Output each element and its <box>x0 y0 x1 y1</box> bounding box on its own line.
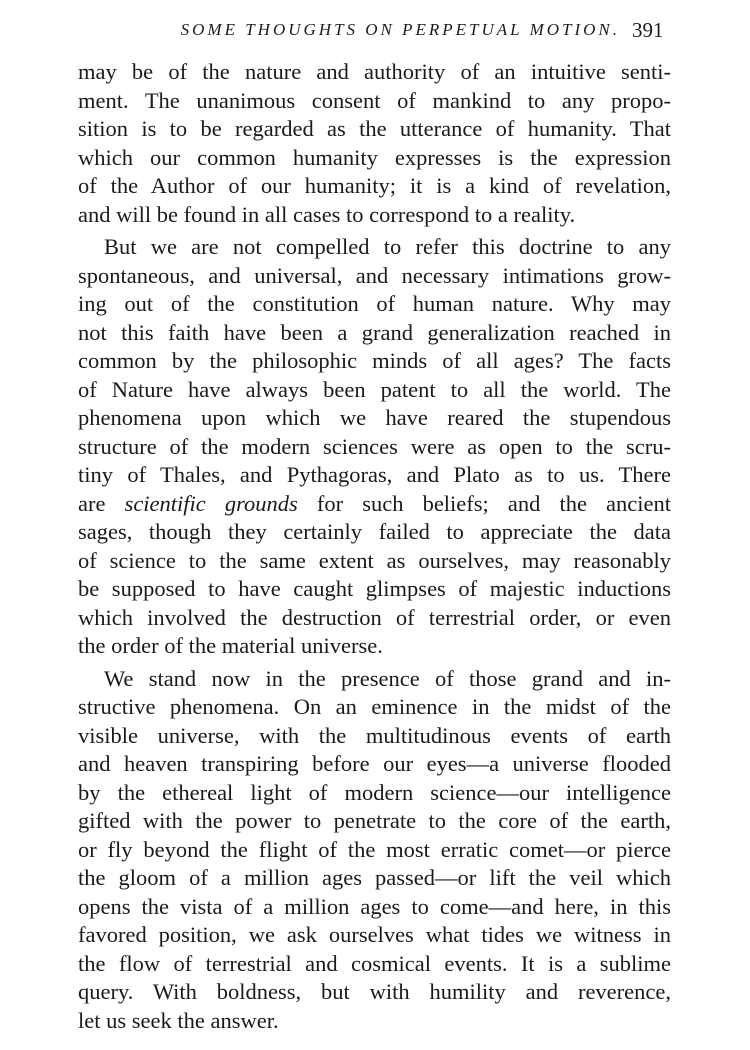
text-line: be supposed to have caught glimpses of majestic inductions <box>78 576 671 601</box>
text-line: sition is to be regarded as the utterance of humanity. That <box>78 116 671 141</box>
text-line: which involved the destruction of terrestrial order, or even <box>78 604 671 630</box>
text-line: of science to the same extent as ourselves, may reasonably <box>78 547 671 573</box>
text-line: the gloom of a million ages passed—or lift the veil which <box>78 865 671 890</box>
text-line: which our common humanity expresses is the expression <box>78 144 671 170</box>
text-line: gifted with the power to penetrate to the core of the earth, <box>78 808 671 833</box>
text-line: tiny of Thales, and Pythagoras, and Plato as to us. There <box>78 462 671 487</box>
emphasized-text: scientific grounds <box>124 490 298 516</box>
text-line: or fly beyond the flight of the most erratic comet—or pierce <box>78 836 671 862</box>
text-line: ing out of the constitution of human nature. Why may <box>78 291 671 316</box>
text-line: and will be found in all cases to correspond to a reality. <box>78 201 576 227</box>
text-line: visible universe, with the multitudinous events of earth <box>78 722 671 748</box>
paragraph-1 <box>78 58 671 229</box>
body-text <box>78 58 671 1039</box>
text-line: of the Author of our humanity; it is a kind of revelation, <box>78 173 671 198</box>
text-line: structive phenomena. On an eminence in the midst of the <box>78 694 671 719</box>
text-line: ment. The unanimous consent of mankind to any propo- <box>78 87 671 113</box>
text-line: let us seek the answer. <box>78 1007 279 1033</box>
paragraph-2 <box>78 233 671 661</box>
text-line: of Nature have always been patent to all the world. The <box>78 376 671 402</box>
text-line: favored position, we ask ourselves what tides we witness in <box>78 922 671 947</box>
text-line: structure of the modern sciences were as open to the scru- <box>78 433 671 459</box>
text-line: query. With boldness, but with humility and reverence, <box>78 979 671 1004</box>
running-head <box>0 18 750 48</box>
paragraph-3 <box>78 665 671 1036</box>
text-fragment: for such beliefs; and the ancient <box>297 490 672 516</box>
text-line: may be of the nature and authority of an intuitive senti- <box>78 59 671 84</box>
text-line: spontaneous, and universal, and necessary intimations grow- <box>78 262 671 288</box>
page-number: 391 <box>632 18 664 42</box>
text-line: But we are not compelled to refer this doctrine to any <box>104 234 671 259</box>
text-line: sages, though they certainly failed to appreciate the data <box>78 519 671 544</box>
running-title: SOME THOUGHTS ON PERPETUAL MOTION. <box>180 20 620 39</box>
text-line: by the ethereal light of modern science—our intelligence <box>78 779 671 805</box>
text-line: opens the vista of a million ages to come—and here, in this <box>78 893 671 919</box>
text-line: the flow of terrestrial and cosmical events. It is a sublime <box>78 950 671 976</box>
text-line: We stand now in the presence of those grand and in- <box>104 665 671 691</box>
text-line: the order of the material universe. <box>78 633 383 658</box>
text-fragment: are <box>78 490 125 516</box>
text-line: not this faith have been a grand generalization reached in <box>78 319 671 345</box>
text-line: and heaven transpiring before our eyes—a universe flooded <box>78 751 671 776</box>
text-line-with-emphasis <box>78 490 671 519</box>
text-line: common by the philosophic minds of all ages? The facts <box>78 348 671 373</box>
text-line: phenomena upon which we have reared the stupendous <box>78 405 671 430</box>
